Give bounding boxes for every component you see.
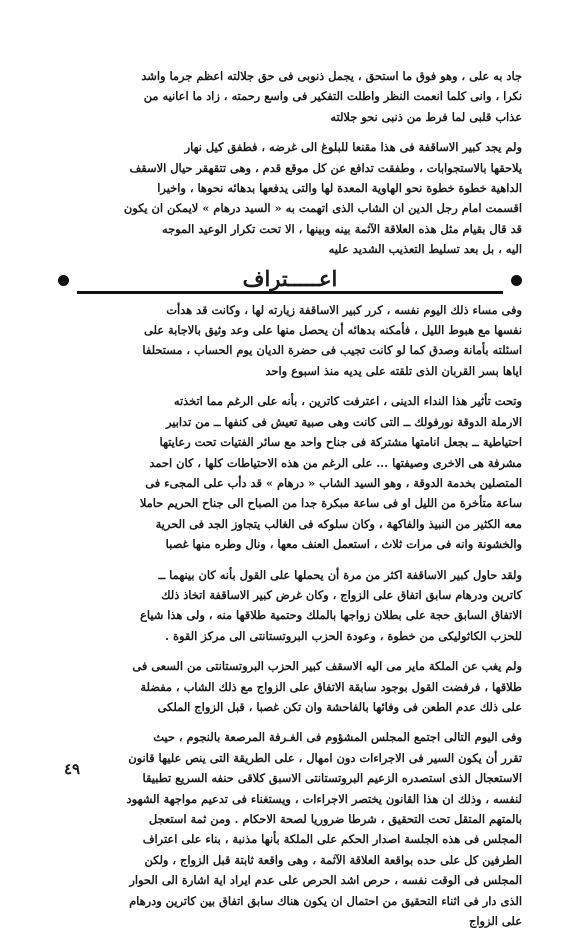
paragraph-2: ولم يجد كبير الاساقفة فى هذا مقنعا للبلوغ الى غرضه ، فطفق كيل نهار يلاحقها بالاستجوابات ، وطفقت تدافع عن كل موقع قدم ، وهى تتقهقر حيال الاسقف الداهية خطوة خطوة نحو الهاوية المعدة لها والتى يدفعها بدهائه نحوها ، واخيرا اقسمت امام رجل الدين ان الشاب الذى اتهمت به « السيد درهام » لايمكن ان يكون قد قال بقيام مثل هذه العلاقة الآثمة بينه وبينها ، الا تحت تكرار الوعيد الموجه اليه ، بل بعد تسليط التعذيب الشديد عليه xyxy=(123,140,522,257)
paragraph-gap xyxy=(58,381,522,391)
paragraph-gap xyxy=(58,717,522,727)
paragraph-7: وفى اليوم التالى اجتمع المجلس المشؤوم فى الغـرفة المرصعة بالنجوم ، حيث تقرر أن يكون السير فى الاجراءات دون امهال ، على الطريقة التى ينص عليها قانون الاستعجال الذى استصدره الزعيم البروتستانتى الاسبق كلاقى حنفه السريع تطبيقا لنفسه ، وذلك ان هذا القانون يختصر الاجراءات ، ويستغناء فى تدعيم مواجهة الشهود بالمتهم المتقل تحت التحقيق ، شرطا ضروريا لصحة الاحكام . ومن ثمة استعجل المجلس فى هذه الجلسة اصدار الحكم على الملكة بأنها مذنبة ، بناء على اعتراف الطرفين كل على حده بواقعة العلاقة الآثمة ، وهى واقعة ثابتة قبل الزواج ، ولكن المجلس فى الوقت نفسه ، حرص اشد الحرص على عدم ايراد اية اشارة الى الحوار الذى دار فى اثناء التحقيق من احتمال ان يكون هناك سابق اتفاق بين كاترين ودرهام على الزواج xyxy=(126,730,522,929)
paragraph-4: وتحت تأثير هذا النداء الدينى ، اعترفت كاترين ، بأنه على الرغم مما اتخذته الارملة الدوقة نورفولك ــ التى كانت وهى صبية تعيش فى كنفها ــ من تدابير احتياطية ــ بجعل انامتها مشتركة فى جناح واحد مع سائر الفتيات تحت رعايتها مشرفة هى الاخرى وصيفتها ... على الرغم من هذه الاحتياطات كلها ، كان احمد المتصلين بخدمة الدوقة ، وهو السيد الشاب « درهام » قد دأب على المجىء فى ساعة متأخرة من الليل او فى ساعة مبكرة جدا من الصباح الى جناح الحريم حاملا معه الكثير من النبيذ والفاكهة ، وكان سلوكه فى الغالب يتجاوز الجد فى الحرية والخشونة وانه فى مرات ثلاث ، استعمل العنف معها ، ونال وطره منها غصبا xyxy=(139,394,522,552)
paragraph-gap xyxy=(58,555,522,565)
paragraph-gap xyxy=(58,646,522,656)
section-heading-title: اعـــــتراف xyxy=(77,267,503,294)
paragraph-gap xyxy=(58,127,522,137)
paragraph-6: ولم يغب عن الملكة ماير مى اليه الاسقف كبير الحزب البروتستانتى من السعى فى طلاقها ، فرفضت القول بوجود سابقة الاتفاق على الزواج مع ذلك الشاب ، مفضلة على ذلك عدم الطعن فى وفائها بالفاحشة وان تكن غصبا ، قبل الزواج الملكى xyxy=(132,659,522,714)
paragraph-1: جاد به على ، وهو فوق ما استحق ، يجمل ذنوبى فى حق جلالته اعظم جرما واشد نكرا ، وانى كلما انعمت النظر واطلت التفكير فى واسع رحمته ، زاد ما اعانيه من عذاب قلبى لما فرط من ذنبى نحو جلالته xyxy=(141,69,522,124)
page-number: ٤٩ xyxy=(64,760,81,778)
paragraph-3: وفى مساء ذلك اليوم نفسه ، كرر كبير الاساقفة زيارته لها ، وكانت قد هدأت نفسها مع هبوط الليل ، فأمكنه بدهائه أن يحصل منها على وعد وثيق بالاجابة على اسئلته بأمانة وصدق كما لو كانت تجيب فى حضرة الديان يوم الحساب ، مستحلفا اياها بسر القربان الذى تلقته على يديه منذ اسبوع واحد xyxy=(142,302,522,378)
section-heading xyxy=(58,266,522,296)
heading-bullet-left-icon xyxy=(58,275,69,286)
heading-bullet-right-icon xyxy=(511,275,522,286)
paragraph-5: ولقد حاول كبير الاساقفة اكثر من مرة أن يحملها على القول بأنه كان بينهما ــ كاترين ودرهام سابق اتفاق على الزواج ، وكان غرض كبير الاساقفة اتخاذ ذلك الاتفاق السابق حجة على بطلان زواجها بالملك وحتمية طلاقها منه ، ولى هذا شياع للحزب الكاثوليكى من خطوة ، وعودة الحزب البروتستانتى الى مركز القوة . xyxy=(140,567,522,643)
